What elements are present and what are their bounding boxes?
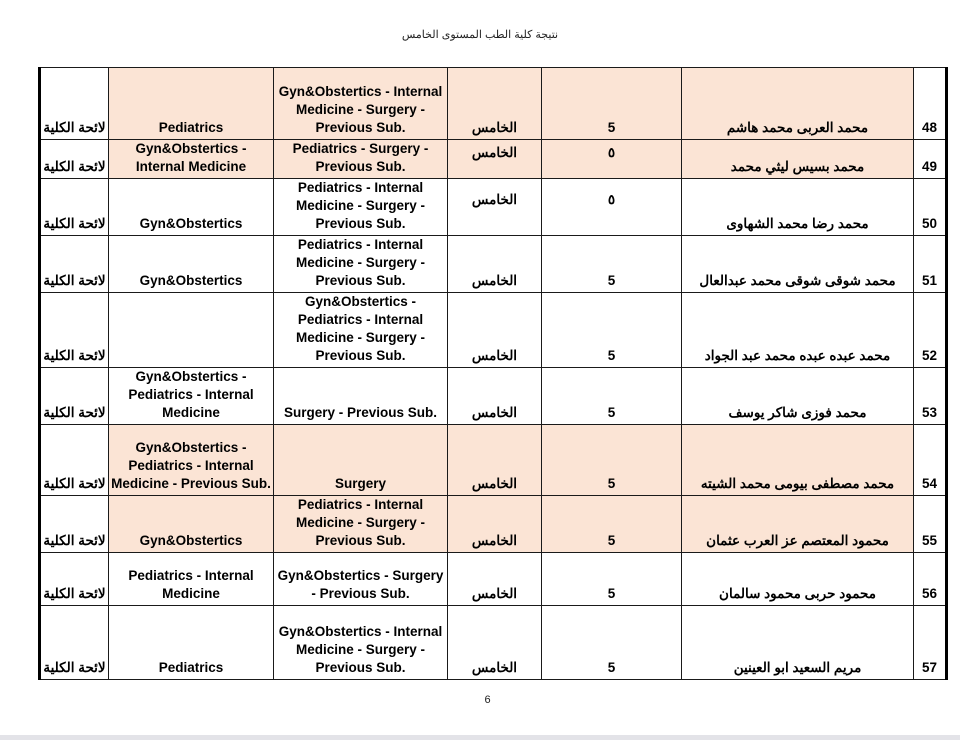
table-row [40, 425, 947, 496]
student-name-cell: محمود حربى محمود سالمان [682, 553, 914, 606]
passed-subjects-cell: Pediatrics [109, 68, 274, 140]
student-name-cell: محمد شوقى شوقى محمد عبدالعال [682, 236, 914, 293]
bylaw-cell: لائحة الكلية [40, 140, 109, 179]
level-cell: الخامس [448, 553, 542, 606]
row-number-cell: 50 [914, 179, 947, 236]
row-number-cell: 51 [914, 236, 947, 293]
grade-cell: 5 [542, 236, 682, 293]
row-number-cell: 57 [914, 606, 947, 680]
level-cell: الخامس [448, 140, 542, 179]
failed-subjects-cell: Pediatrics - Internal Medicine - Surgery - Previous Sub. [274, 236, 448, 293]
grade-cell: 5 [542, 496, 682, 553]
level-cell: الخامس [448, 496, 542, 553]
level-cell: الخامس [448, 606, 542, 680]
grade-cell: 5 [542, 425, 682, 496]
passed-subjects-cell: Gyn&Obstertics [109, 236, 274, 293]
level-cell: الخامس [448, 293, 542, 368]
student-name-cell: مريم السعيد ابو العينين [682, 606, 914, 680]
passed-subjects-cell: Gyn&Obstertics - Pediatrics - Internal Medicine - Previous Sub. [109, 425, 274, 496]
passed-subjects-cell [109, 293, 274, 368]
row-number-cell: 54 [914, 425, 947, 496]
page-title: نتيجة كلية الطب المستوى الخامس [401, 29, 559, 41]
row-number-cell: 49 [914, 140, 947, 179]
row-number-cell: 55 [914, 496, 947, 553]
failed-subjects-cell: Gyn&Obstertics - Pediatrics - Internal Medicine - Surgery - Previous Sub. [274, 293, 448, 368]
passed-subjects-cell: Pediatrics [109, 606, 274, 680]
failed-subjects-cell: Surgery [274, 425, 448, 496]
bylaw-cell: لائحة الكلية [40, 606, 109, 680]
table-row [40, 140, 947, 179]
student-name-cell: محمد عبده عبده محمد عبد الجواد [682, 293, 914, 368]
passed-subjects-cell: Gyn&Obstertics [109, 179, 274, 236]
passed-subjects-cell: Gyn&Obstertics [109, 496, 274, 553]
level-cell: الخامس [448, 368, 542, 425]
bottom-edge [0, 735, 960, 740]
failed-subjects-cell: Gyn&Obstertics - Internal Medicine - Surgery - Previous Sub. [274, 606, 448, 680]
bylaw-cell: لائحة الكلية [40, 293, 109, 368]
grade-cell: 5 [542, 368, 682, 425]
student-name-cell: محمد رضا محمد الشهاوى [682, 179, 914, 236]
table-row [40, 236, 947, 293]
failed-subjects-cell: Gyn&Obstertics - Internal Medicine - Surgery - Previous Sub. [274, 68, 448, 140]
passed-subjects-cell: Pediatrics - Internal Medicine [109, 553, 274, 606]
bylaw-cell: لائحة الكلية [40, 236, 109, 293]
student-name-cell: محمد العربى محمد هاشم [682, 68, 914, 140]
bylaw-cell: لائحة الكلية [40, 553, 109, 606]
failed-subjects-cell: Pediatrics - Internal Medicine - Surgery - Previous Sub. [274, 496, 448, 553]
student-name-cell: محمد بسيس ليثي محمد [682, 140, 914, 179]
grade-cell: ٥ [542, 140, 682, 179]
table-row [40, 293, 947, 368]
level-cell: الخامس [448, 179, 542, 236]
passed-subjects-cell: Gyn&Obstertics - Pediatrics - Internal Medicine [109, 368, 274, 425]
student-name-cell: محمد مصطفى بيومى محمد الشيته [682, 425, 914, 496]
table-row [40, 179, 947, 236]
page-number: 6 [484, 694, 491, 706]
row-number-cell: 48 [914, 68, 947, 140]
table-row [40, 368, 947, 425]
failed-subjects-cell: Surgery - Previous Sub. [274, 368, 448, 425]
student-name-cell: محمد فوزى شاكر يوسف [682, 368, 914, 425]
grade-cell: 5 [542, 606, 682, 680]
table-row [40, 68, 947, 140]
student-name-cell: محمود المعتصم عز العرب عثمان [682, 496, 914, 553]
bylaw-cell: لائحة الكلية [40, 425, 109, 496]
grade-cell: 5 [542, 68, 682, 140]
failed-subjects-cell: Pediatrics - Internal Medicine - Surgery - Previous Sub. [274, 179, 448, 236]
results-table [38, 67, 948, 680]
row-number-cell: 52 [914, 293, 947, 368]
bylaw-cell: لائحة الكلية [40, 179, 109, 236]
level-cell: الخامس [448, 68, 542, 140]
table-row [40, 606, 947, 680]
grade-cell: 5 [542, 293, 682, 368]
level-cell: الخامس [448, 425, 542, 496]
level-cell: الخامس [448, 236, 542, 293]
grade-cell: 5 [542, 553, 682, 606]
passed-subjects-cell: Gyn&Obstertics - Internal Medicine [109, 140, 274, 179]
row-number-cell: 53 [914, 368, 947, 425]
bylaw-cell: لائحة الكلية [40, 496, 109, 553]
failed-subjects-cell: Pediatrics - Surgery - Previous Sub. [274, 140, 448, 179]
failed-subjects-cell: Gyn&Obstertics - Surgery - Previous Sub. [274, 553, 448, 606]
row-number-cell: 56 [914, 553, 947, 606]
table-row [40, 553, 947, 606]
table-row [40, 496, 947, 553]
bylaw-cell: لائحة الكلية [40, 368, 109, 425]
grade-cell: ٥ [542, 179, 682, 236]
bylaw-cell: لائحة الكلية [40, 68, 109, 140]
